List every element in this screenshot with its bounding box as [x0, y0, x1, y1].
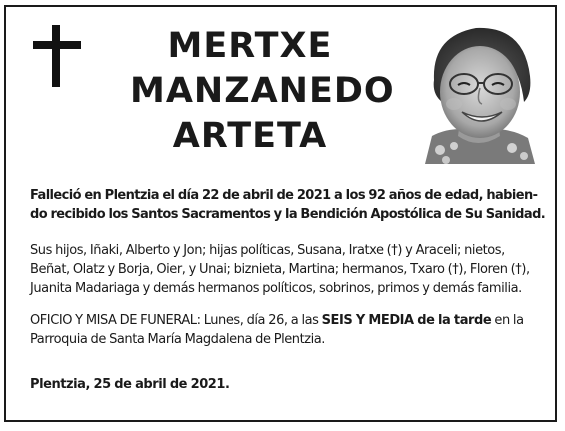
- name-line-2: MANZANEDO: [130, 71, 395, 111]
- death-announcement: Falleció en Plentzia el día 22 de abril de 2021 a los 92 años de edad, habien- do recibido los Santos Sacramentos y la Bendición Apostólica de Su Sanidad.: [30, 188, 546, 222]
- cross-icon: [33, 25, 81, 87]
- portrait-photo: [420, 18, 537, 164]
- name-line-3: ARTETA: [172, 116, 328, 156]
- family-list: Sus hijos, Iñaki, Alberto y Jon; hijas políticas, Susana, Iratxe (†) y Araceli; nietos, Beñat, Olatz y Borja, Oier, y Unai; biznieta, Martina; hermanos, Txaro (†), Floren (†), Juanita Madariaga y demás hermanos políticos, sobrinos, primos y demás familia.: [30, 243, 530, 296]
- name-line-1: MERTXE: [167, 26, 333, 66]
- funeral-details: OFICIO Y MISA DE FUNERAL: Lunes, día 26, a las SEIS Y MEDIA de la tarde en la Parroquia de Santa María Magdalena de Plentzia.: [30, 313, 524, 347]
- deceased-name: [130, 24, 395, 159]
- place-and-date: Plentzia, 25 de abril de 2021.: [30, 377, 230, 392]
- funeral-time: SEIS Y MEDIA de la tarde: [321, 313, 492, 328]
